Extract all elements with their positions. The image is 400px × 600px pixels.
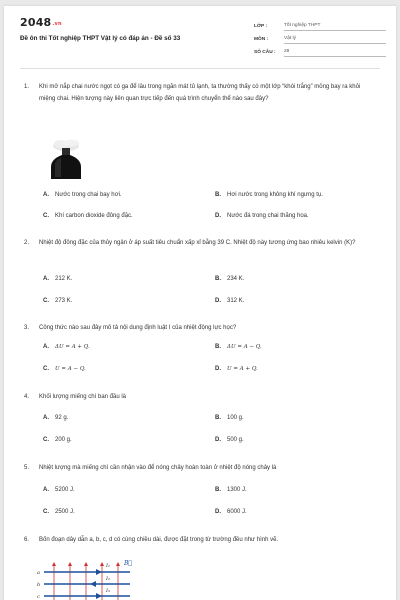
option-5a[interactable] — [43, 487, 75, 493]
option-text: 212 K. — [55, 276, 73, 282]
option-2d[interactable] — [215, 298, 244, 304]
option-3d[interactable] — [215, 366, 258, 372]
question-text: Bốn đoạn dây dẫn a, b, c, d có cùng chiều dài, được đặt trong từ trường đều như hình vẽ. — [39, 537, 279, 543]
meta-class-row — [254, 18, 386, 31]
option-text: Nước đá trong chai thăng hoa. — [227, 213, 309, 219]
option-1a[interactable] — [43, 192, 122, 198]
option-label: C. — [43, 298, 49, 304]
option-label: A. — [43, 192, 49, 198]
option-text: 2500 J. — [55, 509, 75, 515]
option-2a[interactable] — [43, 276, 72, 282]
meta-label: LỚP : — [254, 24, 268, 29]
option-4c[interactable] — [43, 437, 72, 443]
option-text: Khí carbon dioxide đông đặc. — [55, 213, 133, 219]
option-label: B. — [215, 344, 221, 350]
question-number: 4. — [24, 394, 30, 400]
current-label-1: I₁ — [106, 563, 110, 569]
option-text: 6000 J. — [227, 509, 247, 515]
question-text: Công thức nào sau đây mô tả nội dung định luật I của nhiệt động lực học? — [39, 325, 237, 331]
logo-text: 2048 — [20, 16, 52, 29]
field-label: B⃗ — [124, 560, 133, 567]
question-number: 2. — [24, 240, 30, 246]
option-text: Hơi nước trong không khí ngưng tụ. — [227, 192, 323, 198]
option-4a[interactable] — [43, 415, 68, 421]
meta-subject-row — [254, 31, 386, 44]
option-5d[interactable] — [215, 509, 247, 515]
meta-label: MÔN : — [254, 37, 269, 42]
option-5c[interactable] — [43, 509, 75, 515]
option-formula: ΔU = A − Q. — [227, 344, 262, 350]
current-label-3: I₃ — [106, 588, 110, 594]
soda-bottle-image — [42, 139, 90, 179]
wire-label-a: a — [37, 570, 40, 576]
question-number: 6. — [24, 537, 30, 543]
question-text: Nhiệt độ đông đặc của thủy ngân ở áp suất tiêu chuẩn xấp xỉ bằng 39 C. Nhiệt độ này tương ứng bao nhiêu kelvin (K)? — [39, 240, 356, 246]
option-text: 100 g. — [227, 415, 244, 421]
option-text: 5200 J. — [55, 487, 75, 493]
question-number: 5. — [24, 465, 30, 471]
option-formula: ΔU = A + Q. — [55, 344, 90, 350]
option-text: 312 K. — [227, 298, 245, 304]
option-3b[interactable] — [215, 344, 262, 350]
header-divider — [20, 68, 380, 69]
option-5b[interactable] — [215, 487, 247, 493]
option-3c[interactable] — [43, 366, 86, 372]
option-label: A. — [43, 276, 49, 282]
option-text: 200 g. — [55, 437, 72, 443]
option-4d[interactable] — [215, 437, 244, 443]
option-label: C. — [43, 213, 49, 219]
exam-sheet — [4, 6, 396, 600]
magnetic-field-figure — [36, 558, 140, 600]
option-text: 92 g. — [55, 415, 69, 421]
option-label: A. — [43, 487, 49, 493]
meta-value: Vật lý — [284, 36, 386, 44]
option-label: B. — [215, 415, 221, 421]
meta-value: Tốt nghiệp THPT — [284, 23, 386, 31]
question-text: Khối lượng miếng chì ban đầu là — [39, 394, 127, 400]
wires — [44, 572, 130, 596]
option-label: D. — [215, 366, 221, 372]
option-1d[interactable] — [215, 213, 309, 219]
option-label: D. — [215, 213, 221, 219]
option-label: C. — [43, 437, 49, 443]
meta-value: 28 — [284, 49, 386, 57]
option-2c[interactable] — [43, 298, 72, 304]
option-text: Nước trong chai bay hơi. — [55, 192, 122, 198]
option-text: 1300 J. — [227, 487, 247, 493]
question-number: 1. — [24, 84, 30, 90]
document-title: Đề ôn thi Tốt nghiệp THPT Vật lý có đáp án - Đề số 33 — [20, 35, 181, 42]
option-label: A. — [43, 344, 49, 350]
option-1b[interactable] — [215, 192, 323, 198]
option-label: D. — [215, 437, 221, 443]
option-label: C. — [43, 509, 49, 515]
option-formula: U = A + Q. — [227, 366, 258, 372]
option-2b[interactable] — [215, 276, 244, 282]
meta-label: SỐ CÂU : — [254, 50, 276, 55]
logo-suffix: .vn — [52, 21, 62, 27]
option-label: B. — [215, 276, 221, 282]
wire-label-c: c — [37, 594, 40, 600]
current-label-2: I₂ — [106, 576, 110, 582]
option-label: A. — [43, 415, 49, 421]
option-4b[interactable] — [215, 415, 244, 421]
meta-count-row — [254, 44, 386, 57]
option-label: C. — [43, 366, 49, 372]
option-text: 273 K. — [55, 298, 73, 304]
option-label: B. — [215, 487, 221, 493]
option-1c[interactable] — [43, 213, 133, 219]
option-text: 500 g. — [227, 437, 244, 443]
question-number: 3. — [24, 325, 30, 331]
site-logo[interactable] — [20, 16, 62, 29]
option-formula: U = A − Q. — [55, 366, 86, 372]
option-label: D. — [215, 509, 221, 515]
question-text: Khi mở nắp chai nước ngọt có ga để lâu trong ngăn mát tủ lạnh, ta thường thấy có một lớp “khói trắng” mỏng bay ra khỏi miệng chai. Hiện tượng này liên quan trực tiếp đến quá trình chuyển thể nào sau đây? — [39, 84, 361, 102]
option-label: D. — [215, 298, 221, 304]
option-label: B. — [215, 192, 221, 198]
option-text: 234 K. — [227, 276, 245, 282]
wire-label-b: b — [37, 582, 41, 588]
exam-meta — [254, 18, 386, 57]
question-text: Nhiệt lượng mà miếng chì cần nhận vào để nóng chảy hoàn toàn ở nhiệt độ nóng chảy là — [39, 465, 277, 471]
option-3a[interactable] — [43, 344, 90, 350]
